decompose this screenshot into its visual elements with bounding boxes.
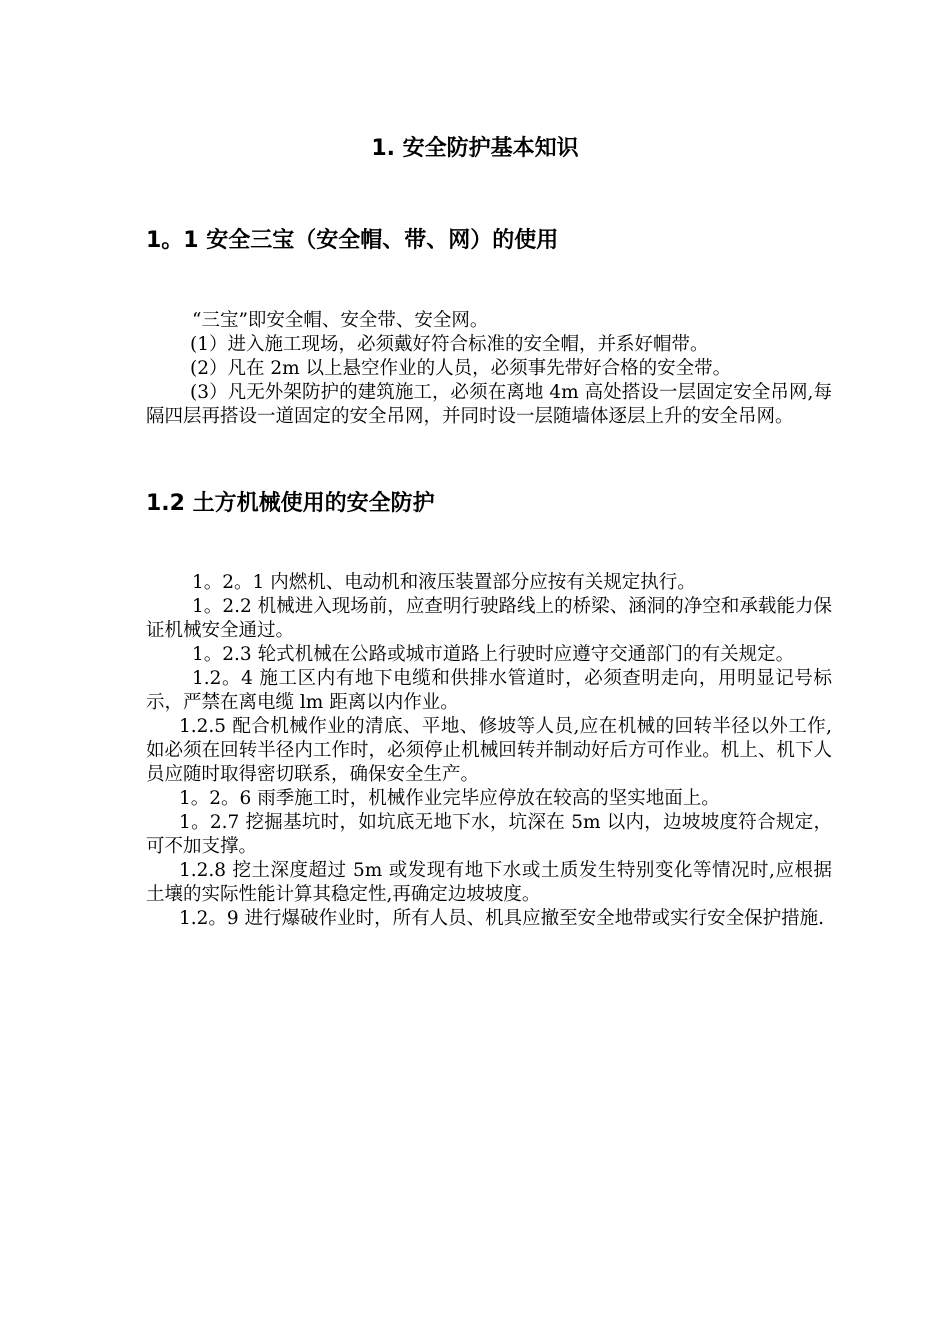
section-heading-1-2: 1.2 土方机械使用的安全防护 [146,491,435,516]
paragraph: 1.2。9 进行爆破作业时，所有人员、机具应撤至安全地带或实行安全保护措施. [179,908,824,929]
paragraph: 1.2.8 挖土深度超过 5m 或发现有地下水或土质发生特别变化等情况时,应根据土壤的实际性能计算其稳定性,再确定边坡坡度。 [146,860,832,905]
section-body-1-2 [146,571,832,931]
paragraph: (2）凡在 2m 以上悬空作业的人员，必须事先带好合格的安全带。 [190,358,732,379]
paragraph: “三宝”即安全帽、安全带、安全网。 [192,310,489,331]
paragraph: 1。2.7 挖掘基坑时，如坑底无地下水，坑深在 5m 以内，边坡坡度符合规定，可不加支撑。 [146,812,832,857]
paragraph: 1。2.3 轮式机械在公路或城市道路上行驶时应遵守交通部门的有关规定。 [192,644,795,665]
paragraph: (1）进入施工现场，必须戴好符合标准的安全帽，并系好帽带。 [190,334,709,355]
section-body-1-1 [146,309,832,429]
paragraph: 1。2。6 雨季施工时，机械作业完毕应停放在较高的坚实地面上。 [179,788,720,809]
paragraph: 1.2.5 配合机械作业的清底、平地、修坡等人员,应在机械的回转半径以外工作,如必须在回转半径内工作时，必须停止机械回转并制动好后方可作业。机上、机下人员应随时取得密切联系，确保安全生产。 [146,716,832,785]
paragraph: 1.2。4 施工区内有地下电缆和供排水管道时，必须查明走向，用明显记号标示，严禁在离电缆 lm 距离以内作业。 [146,668,832,713]
section-heading-1-1: 1。1 安全三宝（安全帽、带、网）的使用 [146,228,559,253]
paragraph: 1。2.2 机械进入现场前，应查明行驶路线上的桥梁、涵洞的净空和承载能力保证机械安全通过。 [146,596,832,641]
document-title: 1. 安全防护基本知识 [371,136,579,161]
paragraph: 1。2。1 内燃机、电动机和液压装置部分应按有关规定执行。 [192,572,696,593]
paragraph: (3）凡无外架防护的建筑施工，必须在离地 4m 高处搭设一层固定安全吊网,每隔四层再搭设一道固定的安全吊网，并同时设一层随墙体逐层上升的安全吊网。 [146,382,832,427]
